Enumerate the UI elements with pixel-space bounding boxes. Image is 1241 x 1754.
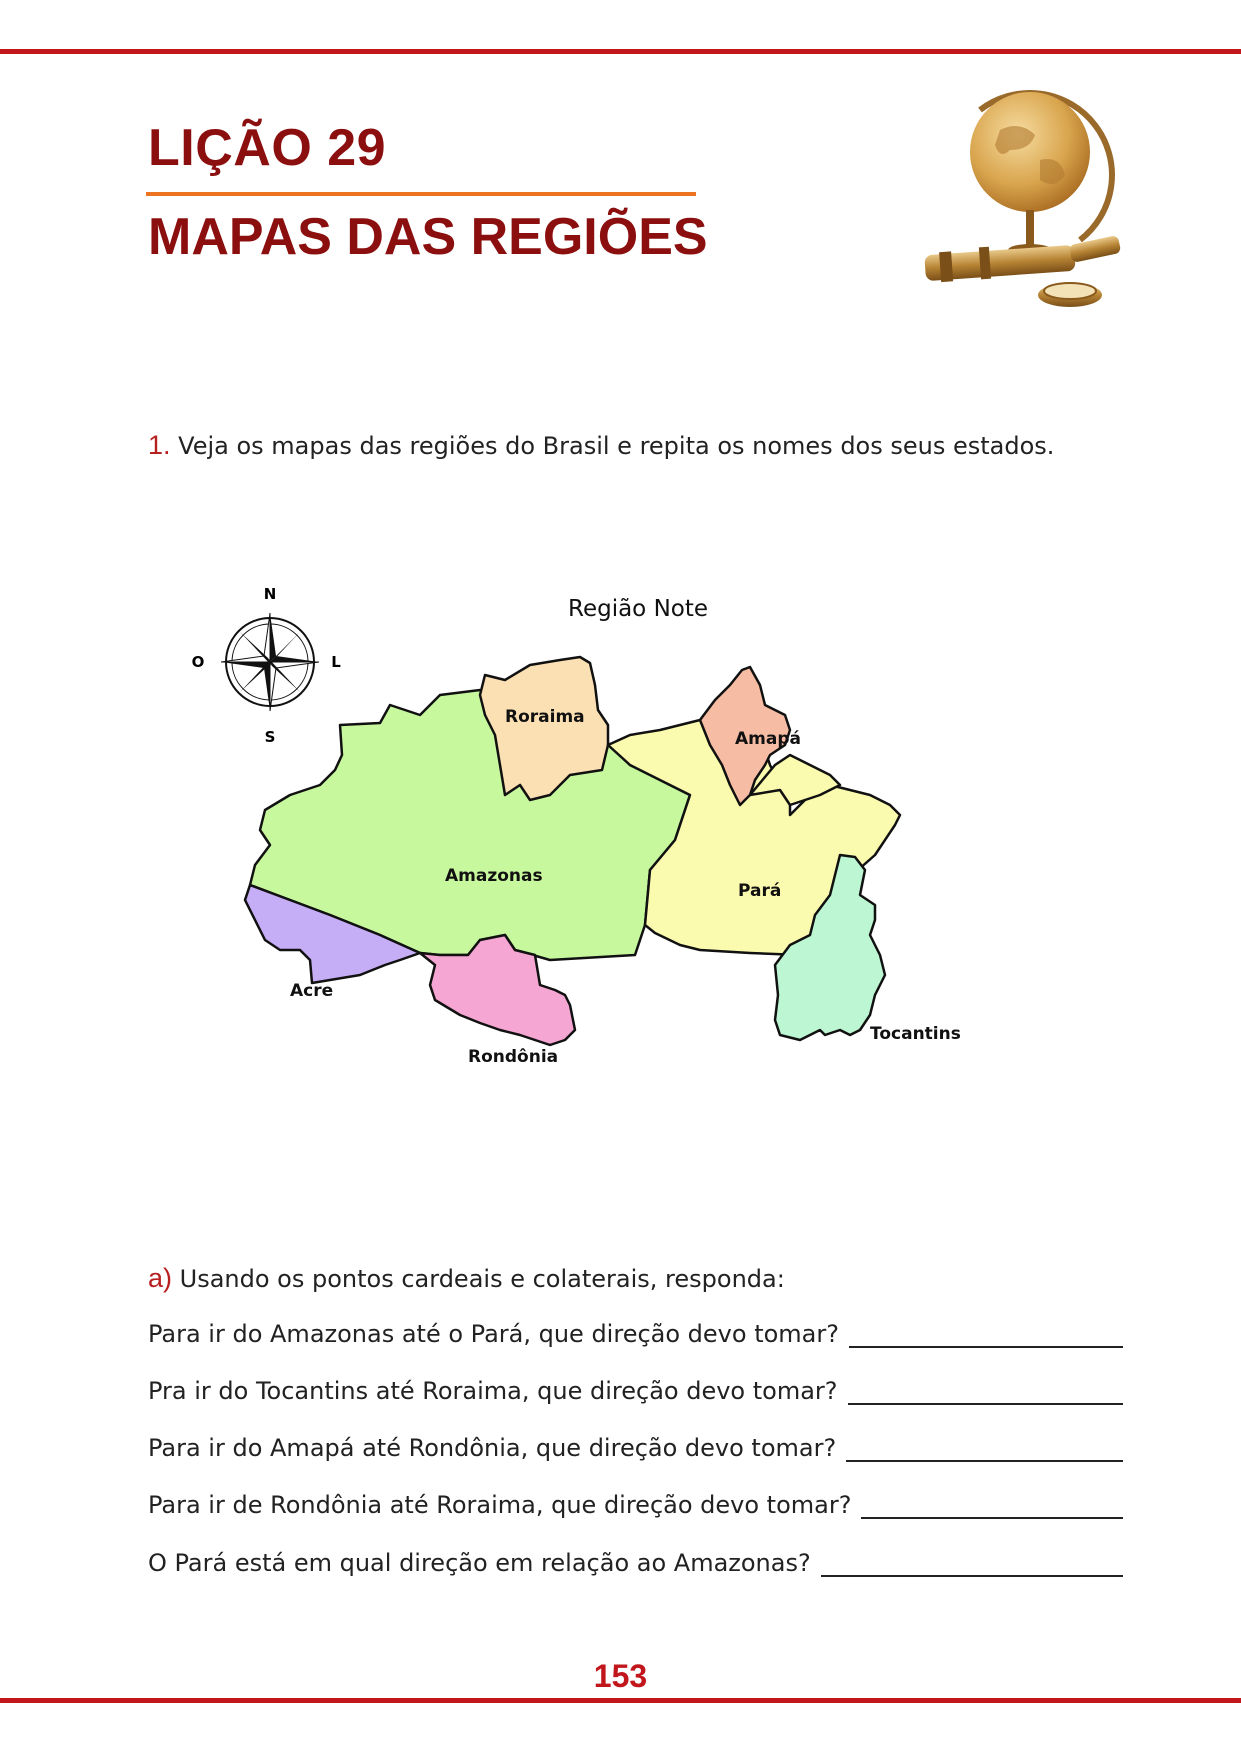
question-text: O Pará está em qual direção em relação ao Amazonas? xyxy=(148,1549,811,1577)
compass-north: N xyxy=(263,585,277,603)
question-heading-text: Usando os pontos cardeais e colaterais, responda: xyxy=(172,1265,785,1293)
answer-blank[interactable] xyxy=(846,1436,1123,1462)
label-acre: Acre xyxy=(290,981,334,1001)
question-text: Para ir do Amapá até Rondônia, que direção devo tomar? xyxy=(148,1434,837,1462)
label-roraima: Roraima xyxy=(505,707,585,727)
label-amazonas: Amazonas xyxy=(445,866,543,886)
page-number: 153 xyxy=(593,1658,648,1694)
top-rule xyxy=(0,49,1241,54)
question-label: a) xyxy=(148,1263,173,1293)
globe-telescope-illustration xyxy=(920,90,1135,335)
instruction-text: Veja os mapas das regiões do Brasil e repita os nomes dos seus estados. xyxy=(170,432,1055,460)
answer-blank[interactable] xyxy=(861,1493,1123,1519)
lesson-number: LIÇÃO 29 xyxy=(148,119,387,177)
question-5 xyxy=(148,1549,1123,1577)
question-3 xyxy=(148,1434,1123,1462)
instruction-number: 1. xyxy=(148,430,171,460)
question-4 xyxy=(148,1491,1123,1519)
compass-south: S xyxy=(264,728,276,745)
answer-blank[interactable] xyxy=(848,1379,1123,1405)
north-region-map xyxy=(230,655,1000,1185)
lesson-title: MAPAS DAS REGIÕES xyxy=(148,208,708,266)
label-para: Pará xyxy=(738,881,782,901)
map-title: Região Note xyxy=(568,596,709,622)
label-tocantins: Tocantins xyxy=(870,1024,961,1044)
answer-blank[interactable] xyxy=(849,1322,1123,1348)
question-1 xyxy=(148,1320,1123,1348)
instruction-1 xyxy=(148,430,1054,461)
question-heading xyxy=(148,1263,785,1294)
compass-west: O xyxy=(191,653,205,671)
question-2 xyxy=(148,1377,1123,1405)
bottom-rule xyxy=(0,1698,1241,1703)
label-rondonia: Rondônia xyxy=(468,1047,559,1067)
answer-blank[interactable] xyxy=(821,1551,1123,1577)
question-text: Para ir de Rondônia até Roraima, que direção devo tomar? xyxy=(148,1491,852,1519)
title-underline xyxy=(146,192,696,196)
question-text: Para ir do Amazonas até o Pará, que direção devo tomar? xyxy=(148,1320,839,1348)
compass-east: L xyxy=(331,653,341,671)
question-text: Pra ir do Tocantins até Roraima, que direção devo tomar? xyxy=(148,1377,838,1405)
label-amapa: Amapá xyxy=(735,729,801,749)
